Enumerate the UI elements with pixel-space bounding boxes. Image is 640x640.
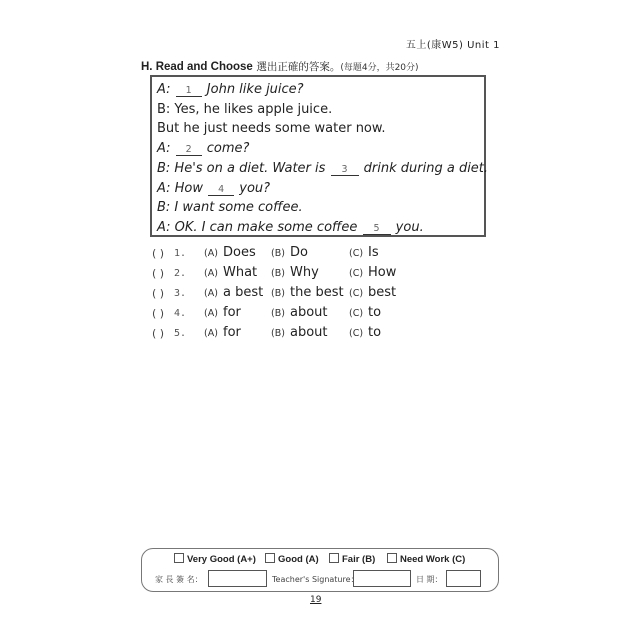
dialog-line — [157, 100, 484, 120]
question-number: 3. — [174, 288, 187, 299]
parent-signature-field[interactable] — [208, 570, 267, 587]
option-c-label: (C) — [349, 328, 364, 339]
option-a-label: (A) — [204, 288, 218, 299]
option-a: for — [223, 305, 241, 320]
option-c: How — [368, 265, 397, 280]
check-good[interactable] — [265, 553, 319, 565]
section-heading: H. Read and Choose — [141, 61, 253, 73]
check-fair[interactable] — [329, 553, 375, 565]
option-b: the best — [290, 285, 344, 300]
dialog-text: A: OK. I can make some coffee — [157, 219, 362, 235]
option-b: about — [290, 305, 328, 320]
dialog-line — [157, 139, 484, 159]
option-a: Does — [223, 245, 256, 260]
dialog-line — [157, 218, 484, 238]
check-need-work[interactable] — [387, 553, 465, 565]
option-b-label: (B) — [271, 268, 285, 279]
check-label: Fair (B) — [342, 554, 376, 565]
check-very-good[interactable] — [174, 553, 256, 565]
option-c: to — [368, 325, 382, 340]
section-title — [141, 59, 419, 74]
answer-parentheses[interactable]: ( ) — [152, 287, 165, 300]
dialog-text: John like juice? — [202, 82, 304, 97]
date-field[interactable] — [446, 570, 481, 587]
option-c: Is — [368, 245, 379, 260]
question-number: 1. — [174, 248, 187, 259]
option-c-label: (C) — [349, 288, 364, 299]
dialog-line — [157, 159, 489, 179]
question-number: 2. — [174, 268, 187, 279]
option-a-label: (A) — [204, 248, 218, 259]
dialog-text: you? — [235, 180, 271, 196]
option-b-label: (B) — [271, 308, 285, 319]
answer-parentheses[interactable]: ( ) — [152, 267, 165, 280]
teacher-signature-field[interactable] — [353, 570, 411, 587]
checkbox-icon[interactable] — [387, 553, 397, 563]
option-a-label: (A) — [204, 268, 218, 279]
check-label: Very Good (A+) — [187, 554, 256, 565]
dialog-text: drink during a diet. — [359, 160, 489, 176]
option-c: best — [368, 285, 397, 300]
date-label: 日 期： — [416, 575, 443, 584]
checkbox-icon[interactable] — [174, 553, 184, 563]
dialog-line — [157, 198, 484, 218]
teacher-signature-label: Teacher's Signature： — [272, 575, 359, 584]
answer-parentheses[interactable]: ( ) — [152, 327, 165, 340]
dialog-text: But he just needs some water now. — [157, 121, 386, 137]
option-a: a best — [223, 285, 264, 300]
answer-blank: 5 — [363, 223, 391, 235]
dialog-text: you. — [391, 219, 424, 235]
dialog-text: A: — [157, 141, 175, 157]
answer-blank: 2 — [176, 144, 202, 156]
page-number: 19 — [310, 595, 322, 605]
checkbox-icon[interactable] — [265, 553, 275, 563]
dialog-text: B: I want some coffee. — [157, 200, 303, 216]
check-label: Need Work (C) — [400, 554, 466, 565]
evaluation-footer — [141, 548, 499, 592]
dialog-box — [150, 75, 489, 237]
question-row — [152, 305, 452, 325]
question-row — [152, 245, 452, 265]
section-score: (每題4分，共20分) — [340, 63, 419, 73]
dialog-text: A: How — [157, 180, 208, 196]
answer-blank: 1 — [176, 85, 202, 97]
option-a-label: (A) — [204, 308, 218, 319]
option-a: for — [223, 325, 241, 340]
question-number: 4. — [174, 308, 187, 319]
option-a-label: (A) — [204, 328, 218, 339]
answer-blank: 4 — [208, 184, 234, 196]
option-c: to — [368, 305, 382, 320]
option-b: Why — [290, 265, 319, 280]
dialog-text: A: — [157, 82, 175, 97]
unit-header: 五上(康W5) Unit 1 — [405, 40, 500, 51]
option-c-label: (C) — [349, 308, 364, 319]
section-instruction: 選出正確的答案。 — [256, 61, 341, 73]
dialog-text: B: He's on a diet. Water is — [157, 160, 330, 176]
question-row — [152, 285, 452, 305]
answer-blank: 3 — [331, 164, 359, 176]
dialog-line — [157, 179, 484, 199]
option-b-label: (B) — [271, 288, 285, 299]
answer-parentheses[interactable]: ( ) — [152, 247, 165, 260]
option-b: Do — [290, 245, 308, 260]
dialog-line — [157, 80, 484, 100]
parent-signature-label: 家 長 簽 名： — [155, 575, 203, 584]
checkbox-icon[interactable] — [329, 553, 339, 563]
dialog-text: come? — [202, 141, 250, 157]
answer-parentheses[interactable]: ( ) — [152, 307, 165, 320]
option-b-label: (B) — [271, 328, 285, 339]
option-b: about — [290, 325, 328, 340]
question-number: 5. — [174, 328, 187, 339]
dialog-text: B: Yes, he likes apple juice. — [157, 101, 333, 117]
option-a: What — [223, 265, 258, 280]
option-b-label: (B) — [271, 248, 285, 259]
question-row — [152, 325, 452, 345]
dialog-line — [157, 119, 484, 139]
check-label: Good (A) — [278, 554, 319, 565]
question-row — [152, 265, 452, 285]
option-c-label: (C) — [349, 268, 364, 279]
option-c-label: (C) — [349, 248, 364, 259]
